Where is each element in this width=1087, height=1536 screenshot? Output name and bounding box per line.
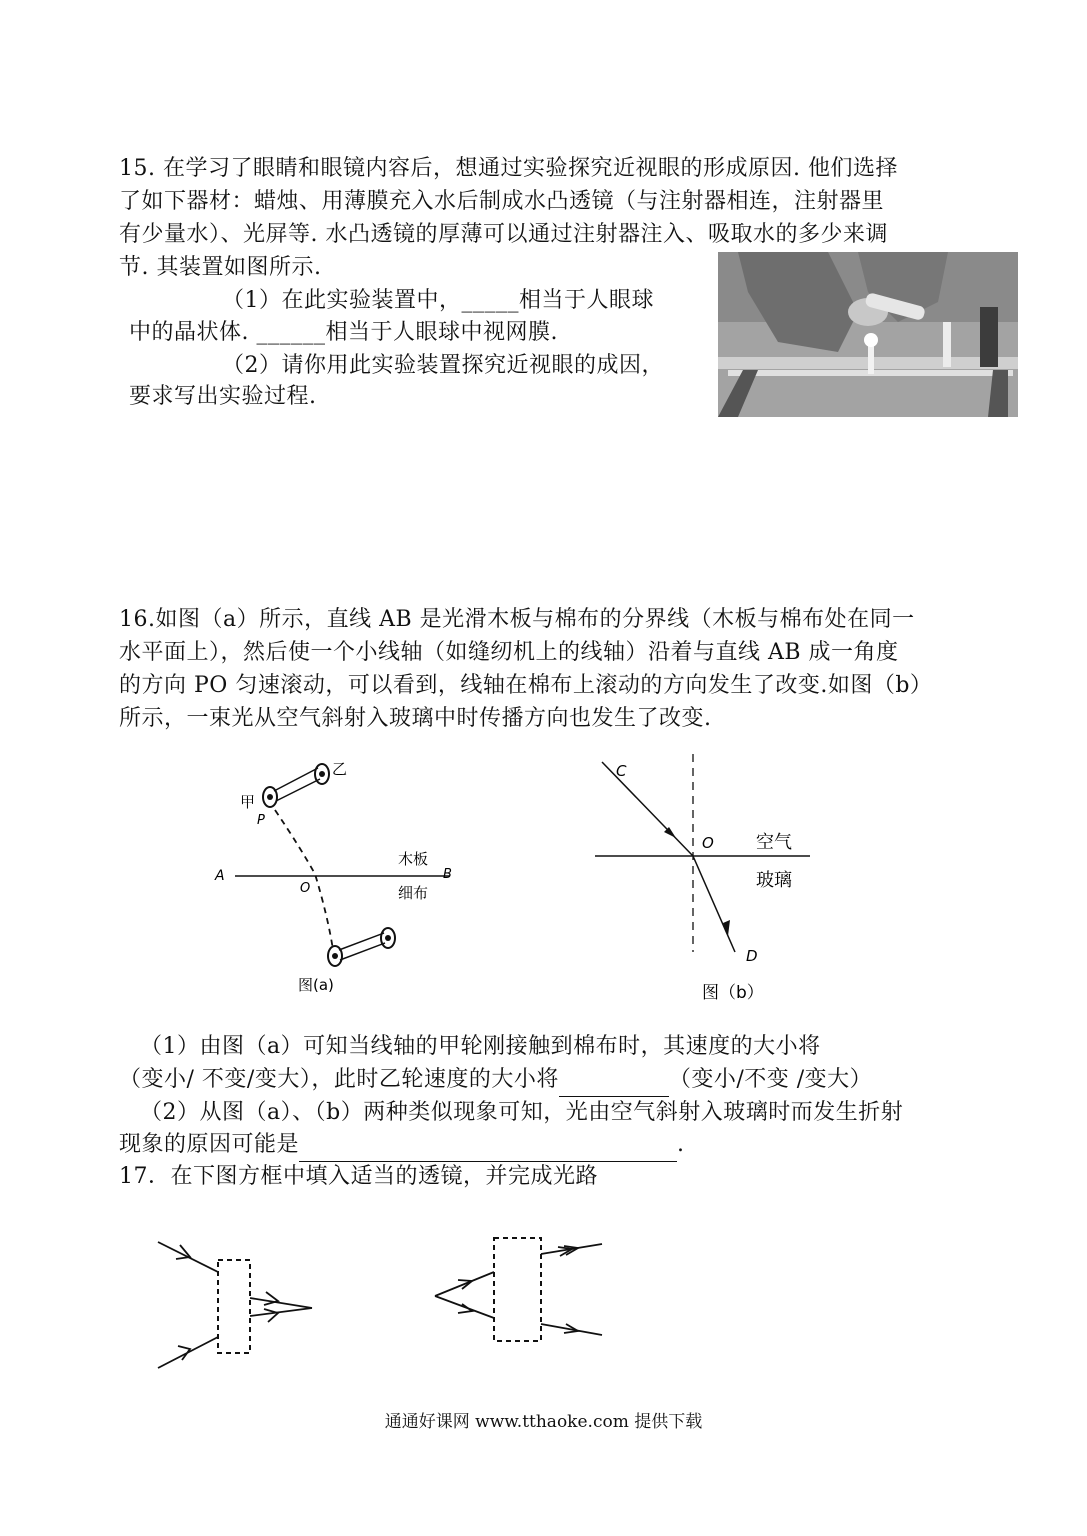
q16-sub2-end: . <box>677 1132 685 1157</box>
q15-sub2-line-1: （2）请你用此实验装置探究近视眼的成因， <box>222 353 664 378</box>
q17-title: 17．在下图方框中填入适当的透镜，并完成光路 <box>119 1164 598 1189</box>
spool-jia-yi <box>263 764 329 807</box>
q15-sub2-line-2: 要求写出实验过程. <box>129 384 317 409</box>
label-c: C <box>616 762 627 780</box>
caption-a: 图(a) <box>298 976 334 994</box>
label-wood: 木板 <box>398 850 429 868</box>
refracted-ray <box>693 856 735 952</box>
answer-blank-2[interactable] <box>299 1135 677 1162</box>
figure-a <box>200 752 480 1002</box>
q16-sub1-line-1: （1）由图（a）可知当线轴的甲轮刚接触到棉布时，其速度的大小将 <box>140 1034 821 1059</box>
q16-sub2-text: 现象的原因可能是 <box>119 1132 300 1157</box>
spool-bottom <box>328 928 395 966</box>
label-glass: 玻璃 <box>756 870 792 891</box>
q15-line-1: 15. 在学习了眼睛和眼镜内容后，想通过实验探究近视眼的形成原因. 他们选择 <box>119 156 898 181</box>
answer-blank-1[interactable] <box>559 1070 669 1097</box>
lens-diagram-2[interactable] <box>430 1228 610 1348</box>
q15-line-4: 节. 其装置如图所示. <box>119 255 322 280</box>
q16-line-3: 的方向 PO 匀速滚动，可以看到，线轴在棉布上滚动的方向发生了改变.如图（b） <box>119 673 933 698</box>
label-b: B <box>443 867 452 882</box>
footer: 通通好课网 www.tthaoke.com 提供下载 <box>384 1412 703 1432</box>
q15-line-3: 有少量水）、光屏等. 水凸透镜的厚薄可以通过注射器注入、吸取水的多少来调 <box>119 222 888 247</box>
lens-diagram-1[interactable] <box>150 1230 325 1375</box>
lens-box-2[interactable] <box>494 1238 541 1341</box>
experiment-photo <box>718 252 1018 417</box>
label-a: A <box>215 868 225 884</box>
label-o-b: O <box>702 834 714 852</box>
label-jia: 甲 <box>240 793 256 811</box>
label-cloth: 细布 <box>398 884 429 902</box>
q15-line-2: 了如下器材：蜡烛、用薄膜充入水后制成水凸透镜（与注射器相连，注射器里 <box>119 189 885 214</box>
q16-sub2-line-2 <box>119 1128 685 1162</box>
figure-b <box>590 752 820 1010</box>
q15-sub1-line-1: （1）在此实验装置中，_____相当于人眼球 <box>222 288 654 313</box>
caption-b: 图（b） <box>702 983 764 1003</box>
label-p: P <box>257 813 265 828</box>
q16-sub1-line-2 <box>119 1063 872 1097</box>
q16-line-1: 16.如图（a）所示，直线 AB 是光滑木板与棉布的分界线（木板与棉布处在同一 <box>119 607 915 632</box>
q15-sub1-line-2: 中的晶状体. ______相当于人眼球中视网膜. <box>129 320 558 345</box>
q16-sub1-options: （变小/不变 /变大） <box>668 1067 873 1092</box>
q16-sub2-line-1: （2）从图（a）、（b）两种类似现象可知，光由空气斜射入玻璃时而发生折射 <box>140 1100 904 1125</box>
q16-sub1-text: （变小/ 不变/变大），此时乙轮速度的大小将 <box>119 1067 559 1092</box>
label-air: 空气 <box>756 832 792 853</box>
label-yi: 乙 <box>332 760 348 778</box>
q16-line-4: 所示，一束光从空气斜射入玻璃中时传播方向也发生了改变. <box>119 706 712 731</box>
q16-line-2: 水平面上），然后使一个小线轴（如缝纫机上的线轴）沿着与直线 AB 成一角度 <box>119 640 899 665</box>
rolling-path <box>275 810 333 950</box>
label-d: D <box>746 947 758 965</box>
lens-box-1[interactable] <box>218 1260 250 1353</box>
label-o: O <box>300 881 311 896</box>
